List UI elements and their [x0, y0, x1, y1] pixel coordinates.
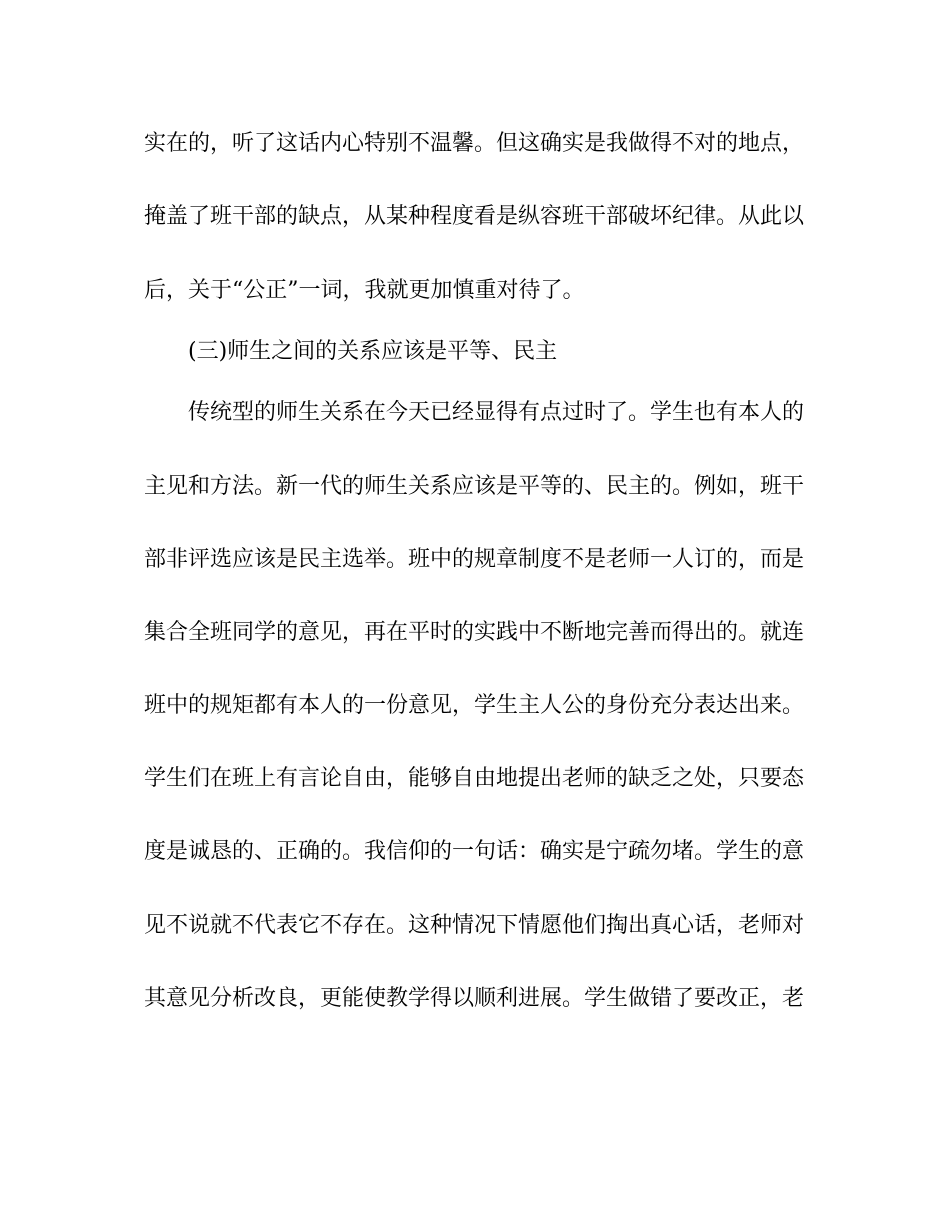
text-line: 掩盖了班干部的缺点，从某种程度看是纵容班干部破坏纪律。从此以: [144, 204, 805, 229]
text-line: 部非评选应该是民主选举。班中的规章制度不是老师一人订的，而是: [144, 547, 805, 572]
section-heading: (三)师生之间的关系应该是平等、民主: [188, 339, 558, 364]
text-line: 度是诚恳的、正确的。我信仰的一句话：确实是宁疏勿堵。学生的意: [144, 839, 805, 864]
text-line: 实在的，听了这话内心特别不温馨。但这确实是我做得不对的地点，: [144, 131, 805, 156]
text-line: 传统型的师生关系在今天已经显得有点过时了。学生也有本人的: [188, 400, 805, 425]
text-line: 见不说就不代表它不存在。这种情况下情愿他们掏出真心话，老师对: [144, 913, 805, 938]
text-line: 主见和方法。新一代的师生关系应该是平等的、民主的。例如，班干: [144, 474, 805, 499]
text-line: 班中的规矩都有本人的一份意见，学生主人公的身份充分表达出来。: [144, 693, 805, 718]
text-line: 其意见分析改良，更能使教学得以顺利进展。学生做错了要改正，老: [144, 986, 805, 1011]
text-line: 集合全班同学的意见，再在平时的实践中不断地完善而得出的。就连: [144, 620, 805, 645]
text-line: 学生们在班上有言论自由，能够自由地提出老师的缺乏之处，只要态: [144, 766, 805, 791]
text-line: 后，关于“公正”一词，我就更加慎重对待了。: [144, 278, 585, 303]
